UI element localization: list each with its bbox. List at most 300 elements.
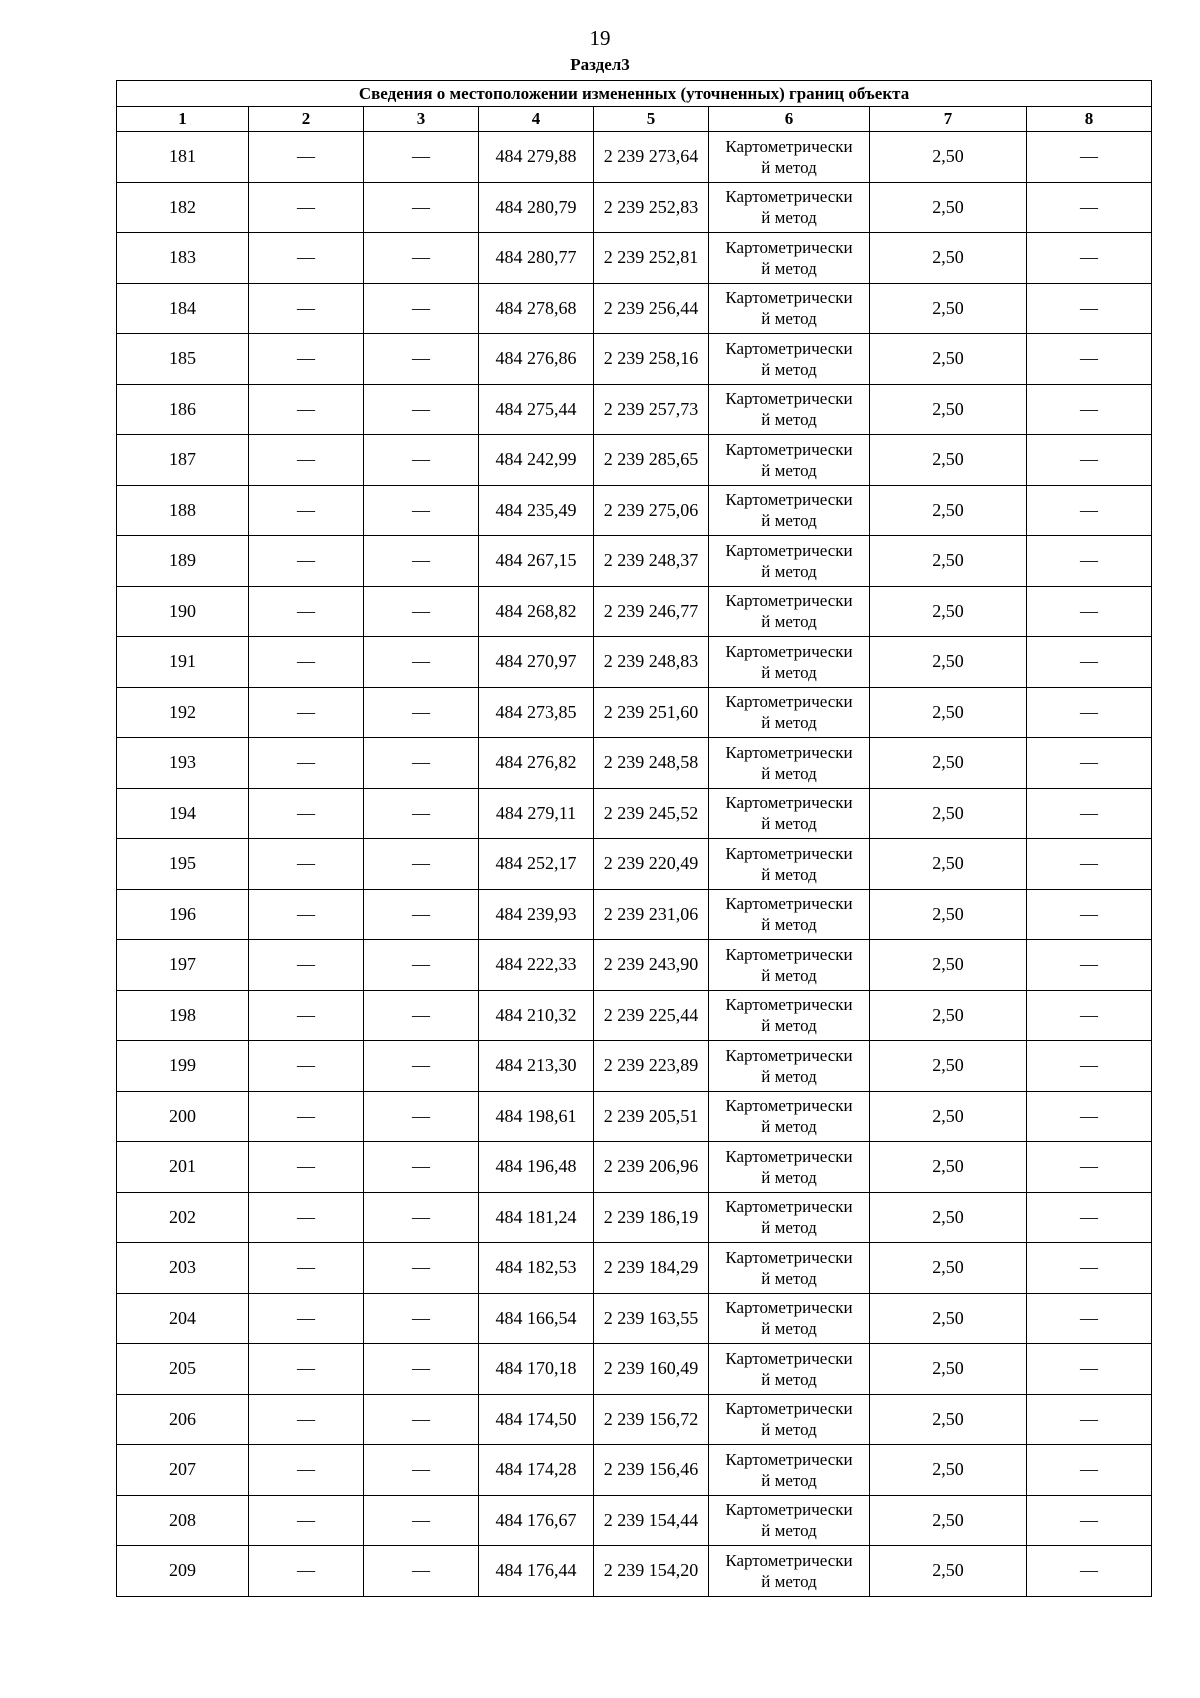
method-line: Картометрически [725,1348,853,1368]
method-cell [709,132,870,183]
dash-cell: — [364,1445,479,1496]
accuracy-cell: 2,50 [870,132,1027,183]
dash-cell: — [364,283,479,334]
dash-cell: — [364,132,479,183]
method-line: Картометрически [725,843,853,863]
point-number-cell: 206 [117,1394,249,1445]
method-line: Картометрически [725,894,853,914]
dash-cell: — [249,485,364,536]
point-number-cell: 190 [117,586,249,637]
dash-cell: — [1027,435,1152,486]
point-number-cell: 209 [117,1546,249,1597]
dash-cell: — [364,738,479,789]
dash-cell: — [364,1344,479,1395]
y-coordinate-cell: 2 239 156,72 [594,1394,709,1445]
x-coordinate-cell: 484 210,32 [479,990,594,1041]
column-number: 8 [1027,107,1152,132]
method-line: й метод [761,208,817,228]
y-coordinate-cell: 2 239 205,51 [594,1091,709,1142]
x-coordinate-cell: 484 278,68 [479,283,594,334]
y-coordinate-cell: 2 239 257,73 [594,384,709,435]
dash-cell: — [364,1192,479,1243]
dash-cell: — [249,132,364,183]
method-cell [709,384,870,435]
table-row [117,485,1152,536]
method-cell [709,1243,870,1294]
method-line: Картометрически [725,1449,853,1469]
method-line: й метод [761,915,817,935]
method-line: Картометрически [725,1247,853,1267]
dash-cell: — [249,1243,364,1294]
coordinates-table [116,80,1152,1597]
table-row [117,182,1152,233]
method-line: Картометрически [725,591,853,611]
dash-cell: — [249,1445,364,1496]
x-coordinate-cell: 484 176,44 [479,1546,594,1597]
y-coordinate-cell: 2 239 163,55 [594,1293,709,1344]
x-coordinate-cell: 484 242,99 [479,435,594,486]
x-coordinate-cell: 484 196,48 [479,1142,594,1193]
method-line: й метод [761,763,817,783]
dash-cell: — [1027,990,1152,1041]
y-coordinate-cell: 2 239 275,06 [594,485,709,536]
dash-cell: — [249,233,364,284]
table-row [117,637,1152,688]
table-row [117,1495,1152,1546]
dash-cell: — [364,1495,479,1546]
y-coordinate-cell: 2 239 160,49 [594,1344,709,1395]
dash-cell: — [1027,738,1152,789]
x-coordinate-cell: 484 166,54 [479,1293,594,1344]
accuracy-cell: 2,50 [870,1091,1027,1142]
method-line: Картометрически [725,641,853,661]
method-line: Картометрически [725,237,853,257]
method-line: Картометрически [725,1550,853,1570]
dash-cell: — [364,233,479,284]
dash-cell: — [249,1091,364,1142]
dash-cell: — [249,1041,364,1092]
dash-cell: — [1027,233,1152,284]
dash-cell: — [364,889,479,940]
y-coordinate-cell: 2 239 245,52 [594,788,709,839]
table-row [117,1192,1152,1243]
method-line: Картометрически [725,692,853,712]
x-coordinate-cell: 484 279,88 [479,132,594,183]
method-line: Картометрически [725,439,853,459]
method-line: й метод [761,460,817,480]
table-row [117,889,1152,940]
y-coordinate-cell: 2 239 252,81 [594,233,709,284]
x-coordinate-cell: 484 182,53 [479,1243,594,1294]
method-cell [709,233,870,284]
method-cell [709,1142,870,1193]
method-cell [709,283,870,334]
x-coordinate-cell: 484 174,28 [479,1445,594,1496]
method-line: Картометрически [725,338,853,358]
dash-cell: — [364,940,479,991]
point-number-cell: 200 [117,1091,249,1142]
method-line: й метод [761,309,817,329]
accuracy-cell: 2,50 [870,536,1027,587]
dash-cell: — [249,687,364,738]
point-number-cell: 193 [117,738,249,789]
x-coordinate-cell: 484 181,24 [479,1192,594,1243]
method-line: Картометрически [725,187,853,207]
table-row [117,1445,1152,1496]
dash-cell: — [1027,1192,1152,1243]
column-number: 7 [870,107,1027,132]
dash-cell: — [1027,687,1152,738]
dash-cell: — [1027,1445,1152,1496]
dash-cell: — [1027,1495,1152,1546]
dash-cell: — [1027,940,1152,991]
method-line: й метод [761,511,817,531]
accuracy-cell: 2,50 [870,1192,1027,1243]
accuracy-cell: 2,50 [870,738,1027,789]
method-cell [709,485,870,536]
method-line: Картометрически [725,742,853,762]
method-line: Картометрически [725,1146,853,1166]
dash-cell: — [249,536,364,587]
dash-cell: — [1027,637,1152,688]
dash-cell: — [249,1192,364,1243]
accuracy-cell: 2,50 [870,182,1027,233]
point-number-cell: 188 [117,485,249,536]
accuracy-cell: 2,50 [870,839,1027,890]
y-coordinate-cell: 2 239 252,83 [594,182,709,233]
accuracy-cell: 2,50 [870,1142,1027,1193]
dash-cell: — [1027,1546,1152,1597]
x-coordinate-cell: 484 267,15 [479,536,594,587]
method-line: й метод [761,1521,817,1541]
table-row [117,687,1152,738]
method-cell [709,788,870,839]
method-line: й метод [761,1571,817,1591]
point-number-cell: 203 [117,1243,249,1294]
method-line: й метод [761,359,817,379]
point-number-cell: 208 [117,1495,249,1546]
method-cell [709,738,870,789]
dash-cell: — [1027,788,1152,839]
dash-cell: — [364,435,479,486]
accuracy-cell: 2,50 [870,1041,1027,1092]
accuracy-cell: 2,50 [870,687,1027,738]
accuracy-cell: 2,50 [870,940,1027,991]
dash-cell: — [364,637,479,688]
dash-cell: — [364,1546,479,1597]
method-cell [709,990,870,1041]
dash-cell: — [249,1546,364,1597]
y-coordinate-cell: 2 239 256,44 [594,283,709,334]
accuracy-cell: 2,50 [870,1394,1027,1445]
column-number: 3 [364,107,479,132]
method-cell [709,1344,870,1395]
accuracy-cell: 2,50 [870,1546,1027,1597]
column-number: 1 [117,107,249,132]
point-number-cell: 199 [117,1041,249,1092]
dash-cell: — [364,536,479,587]
column-number-row [117,107,1152,132]
x-coordinate-cell: 484 279,11 [479,788,594,839]
method-line: Картометрически [725,995,853,1015]
dash-cell: — [1027,1344,1152,1395]
point-number-cell: 184 [117,283,249,334]
method-line: Картометрически [725,1096,853,1116]
table-row [117,1293,1152,1344]
method-cell [709,839,870,890]
method-line: Картометрически [725,1399,853,1419]
y-coordinate-cell: 2 239 186,19 [594,1192,709,1243]
method-line: Картометрически [725,136,853,156]
accuracy-cell: 2,50 [870,637,1027,688]
y-coordinate-cell: 2 239 248,58 [594,738,709,789]
table-row [117,1394,1152,1445]
dash-cell: — [364,1394,479,1445]
dash-cell: — [249,889,364,940]
dash-cell: — [364,1142,479,1193]
column-number: 5 [594,107,709,132]
accuracy-cell: 2,50 [870,1243,1027,1294]
dash-cell: — [1027,1091,1152,1142]
dash-cell: — [249,1394,364,1445]
dash-cell: — [249,334,364,385]
point-number-cell: 186 [117,384,249,435]
y-coordinate-cell: 2 239 258,16 [594,334,709,385]
table-row [117,788,1152,839]
dash-cell: — [1027,839,1152,890]
y-coordinate-cell: 2 239 220,49 [594,839,709,890]
accuracy-cell: 2,50 [870,384,1027,435]
method-line: й метод [761,1420,817,1440]
dash-cell: — [249,738,364,789]
point-number-cell: 207 [117,1445,249,1496]
x-coordinate-cell: 484 276,82 [479,738,594,789]
method-line: й метод [761,662,817,682]
x-coordinate-cell: 484 176,67 [479,1495,594,1546]
method-cell [709,1495,870,1546]
point-number-cell: 204 [117,1293,249,1344]
dash-cell: — [1027,283,1152,334]
x-coordinate-cell: 484 213,30 [479,1041,594,1092]
dash-cell: — [364,485,479,536]
point-number-cell: 181 [117,132,249,183]
dash-cell: — [1027,1293,1152,1344]
table-row [117,1344,1152,1395]
dash-cell: — [249,990,364,1041]
table-row [117,334,1152,385]
method-line: й метод [761,1066,817,1086]
dash-cell: — [249,586,364,637]
x-coordinate-cell: 484 280,77 [479,233,594,284]
dash-cell: — [364,788,479,839]
y-coordinate-cell: 2 239 243,90 [594,940,709,991]
method-cell [709,1394,870,1445]
dash-cell: — [249,435,364,486]
dash-cell: — [364,1091,479,1142]
table-row [117,435,1152,486]
method-line: й метод [761,1369,817,1389]
method-line: й метод [761,410,817,430]
method-line: й метод [761,612,817,632]
table-row [117,1243,1152,1294]
method-line: Картометрически [725,1045,853,1065]
x-coordinate-cell: 484 174,50 [479,1394,594,1445]
point-number-cell: 185 [117,334,249,385]
dash-cell: — [364,687,479,738]
dash-cell: — [1027,384,1152,435]
dash-cell: — [1027,1041,1152,1092]
table-row [117,1041,1152,1092]
y-coordinate-cell: 2 239 154,20 [594,1546,709,1597]
dash-cell: — [364,990,479,1041]
accuracy-cell: 2,50 [870,485,1027,536]
y-coordinate-cell: 2 239 285,65 [594,435,709,486]
point-number-cell: 189 [117,536,249,587]
y-coordinate-cell: 2 239 154,44 [594,1495,709,1546]
accuracy-cell: 2,50 [870,1344,1027,1395]
dash-cell: — [249,1344,364,1395]
accuracy-cell: 2,50 [870,334,1027,385]
method-cell [709,536,870,587]
method-cell [709,334,870,385]
x-coordinate-cell: 484 276,86 [479,334,594,385]
point-number-cell: 182 [117,182,249,233]
x-coordinate-cell: 484 170,18 [479,1344,594,1395]
x-coordinate-cell: 484 280,79 [479,182,594,233]
table-row [117,536,1152,587]
method-line: Картометрически [725,288,853,308]
section-title: Раздел3 [570,55,630,74]
dash-cell: — [364,1293,479,1344]
y-coordinate-cell: 2 239 156,46 [594,1445,709,1496]
method-line: Картометрически [725,540,853,560]
x-coordinate-cell: 484 222,33 [479,940,594,991]
accuracy-cell: 2,50 [870,1445,1027,1496]
column-number: 4 [479,107,594,132]
dash-cell: — [1027,1394,1152,1445]
method-cell [709,687,870,738]
method-line: й метод [761,1218,817,1238]
y-coordinate-cell: 2 239 273,64 [594,132,709,183]
method-line: й метод [761,814,817,834]
x-coordinate-cell: 484 268,82 [479,586,594,637]
dash-cell: — [1027,182,1152,233]
dash-cell: — [249,1142,364,1193]
dash-cell: — [364,586,479,637]
dash-cell: — [1027,485,1152,536]
dash-cell: — [249,637,364,688]
table-row [117,1142,1152,1193]
y-coordinate-cell: 2 239 184,29 [594,1243,709,1294]
point-number-cell: 201 [117,1142,249,1193]
method-cell [709,1041,870,1092]
y-coordinate-cell: 2 239 206,96 [594,1142,709,1193]
method-line: й метод [761,713,817,733]
accuracy-cell: 2,50 [870,586,1027,637]
method-cell [709,1192,870,1243]
method-line: й метод [761,1167,817,1187]
dash-cell: — [1027,334,1152,385]
table-row [117,586,1152,637]
y-coordinate-cell: 2 239 248,83 [594,637,709,688]
table-row [117,283,1152,334]
accuracy-cell: 2,50 [870,1293,1027,1344]
accuracy-cell: 2,50 [870,283,1027,334]
point-number-cell: 195 [117,839,249,890]
point-number-cell: 191 [117,637,249,688]
table-row [117,132,1152,183]
method-cell [709,586,870,637]
method-line: й метод [761,157,817,177]
accuracy-cell: 2,50 [870,435,1027,486]
method-line: Картометрически [725,389,853,409]
method-line: й метод [761,1470,817,1490]
method-cell [709,637,870,688]
table-row [117,738,1152,789]
table-row [117,1546,1152,1597]
x-coordinate-cell: 484 275,44 [479,384,594,435]
method-line: Картометрически [725,1197,853,1217]
dash-cell: — [249,940,364,991]
column-number: 6 [709,107,870,132]
y-coordinate-cell: 2 239 246,77 [594,586,709,637]
dash-cell: — [364,1243,479,1294]
dash-cell: — [1027,536,1152,587]
y-coordinate-cell: 2 239 225,44 [594,990,709,1041]
x-coordinate-cell: 484 273,85 [479,687,594,738]
y-coordinate-cell: 2 239 231,06 [594,889,709,940]
method-line: й метод [761,561,817,581]
method-line: Картометрически [725,490,853,510]
point-number-cell: 198 [117,990,249,1041]
accuracy-cell: 2,50 [870,1495,1027,1546]
dash-cell: — [249,788,364,839]
method-line: Картометрически [725,1298,853,1318]
point-number-cell: 197 [117,940,249,991]
method-cell [709,1293,870,1344]
point-number-cell: 205 [117,1344,249,1395]
dash-cell: — [1027,586,1152,637]
accuracy-cell: 2,50 [870,233,1027,284]
accuracy-cell: 2,50 [870,889,1027,940]
dash-cell: — [249,1495,364,1546]
method-cell [709,182,870,233]
accuracy-cell: 2,50 [870,990,1027,1041]
method-line: й метод [761,1117,817,1137]
dash-cell: — [249,384,364,435]
method-line: Картометрически [725,944,853,964]
table-body [117,132,1152,1597]
y-coordinate-cell: 2 239 223,89 [594,1041,709,1092]
x-coordinate-cell: 484 198,61 [479,1091,594,1142]
method-cell [709,940,870,991]
x-coordinate-cell: 484 235,49 [479,485,594,536]
table-row [117,1091,1152,1142]
dash-cell: — [249,839,364,890]
dash-cell: — [1027,1243,1152,1294]
point-number-cell: 187 [117,435,249,486]
table-row [117,940,1152,991]
accuracy-cell: 2,50 [870,788,1027,839]
table-row [117,233,1152,284]
y-coordinate-cell: 2 239 248,37 [594,536,709,587]
method-line: Картометрически [725,793,853,813]
dash-cell: — [364,839,479,890]
method-cell [709,1091,870,1142]
method-cell [709,1445,870,1496]
method-line: й метод [761,864,817,884]
table-row [117,990,1152,1041]
